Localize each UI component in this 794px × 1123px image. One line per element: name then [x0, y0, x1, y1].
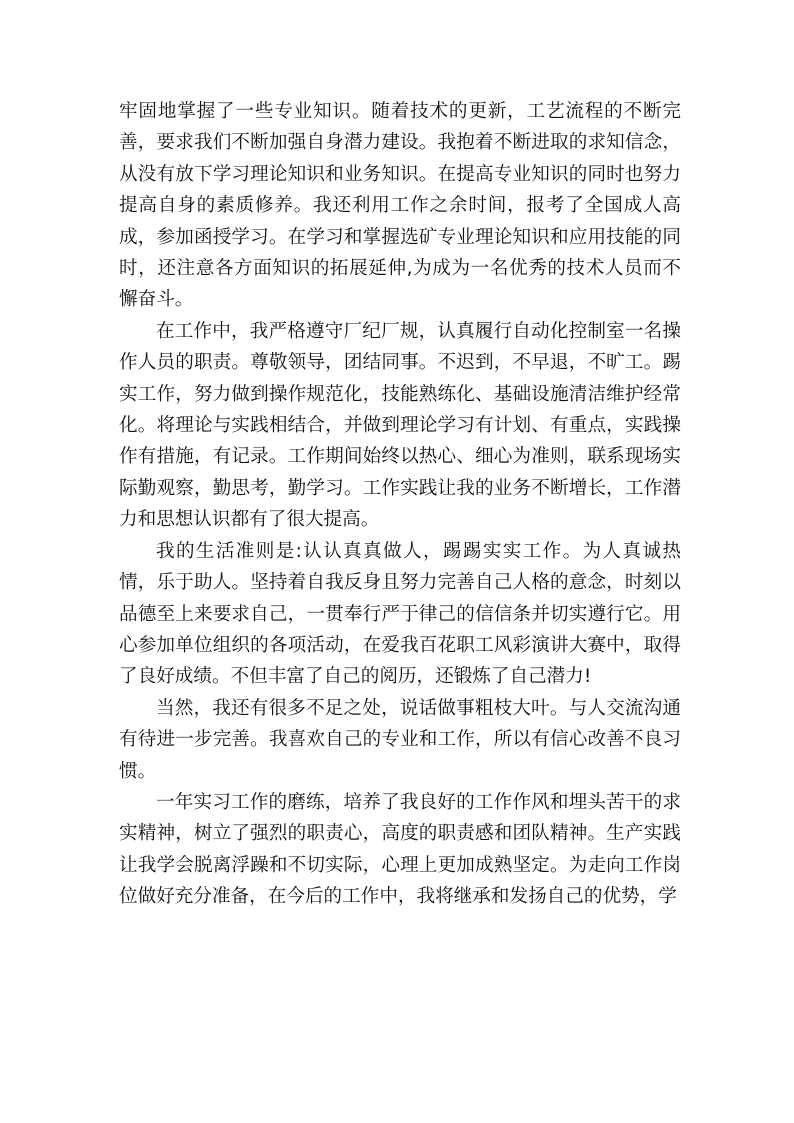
document-body	[119, 96, 681, 913]
paragraph-4: 当然，我还有很多不足之处，说话做事粗枝大叶。与人交流沟通有待进一步完善。我喜欢自己的专业和工作，所以有信心改善不良习惯。	[119, 697, 681, 782]
paragraph-2: 在工作中，我严格遵守厂纪厂规，认真履行自动化控制室一名操作人员的职责。尊敬领导，团结同事。不迟到，不早退，不旷工。踢实工作，努力做到操作规范化，技能熟练化、基础设施清洁维护经常化。将理论与实践相结合，并做到理论学习有计划、有重点，实践操作有措施，有记录。工作期间始终以热心、细心为准则，联系现场实际勤观察，勤思考，勤学习。工作实践让我的业务不断增长，工作潜力和思想认识都有了很大提高。	[119, 320, 681, 531]
paragraph-3: 我的生活准则是:认认真真做人，踢踢实实工作。为人真诚热情，乐于助人。坚持着自我反身且努力完善自己人格的意念，时刻以品德至上来要求自己，一贯奉行严于律己的信信条并切实遵行它。用心参加单位组织的各项活动，在爱我百花职工风彩演讲大赛中，取得了良好成绩。不但丰富了自己的阅历，还锻炼了自己潜力!	[119, 540, 681, 688]
paragraph-1: 牢固地掌握了一些专业知识。随着技术的更新，工艺流程的不断完善，要求我们不断加强自身潜力建设。我抱着不断进取的求知信念，从没有放下学习理论知识和业务知识。在提高专业知识的同时也努力提高自身的素质修养。我还利用工作之余时间，报考了全国成人高成，参加函授学习。在学习和掌握选矿专业理论知识和应用技能的同时，还注意各方面知识的拓展延伸,为成为一名优秀的技术人员而不懈奋斗。	[119, 101, 681, 311]
paragraph-5: 一年实习工作的磨练，培养了我良好的工作作风和埋头苦干的求实精神，树立了强烈的职责心，高度的职责感和团队精神。生产实践让我学会脱离浮躁和不切实际，心理上更加成熟坚定。为走向工作岗位做好充分准备，在今后的工作中，我将继承和发扬自己的优势，学	[119, 791, 681, 908]
